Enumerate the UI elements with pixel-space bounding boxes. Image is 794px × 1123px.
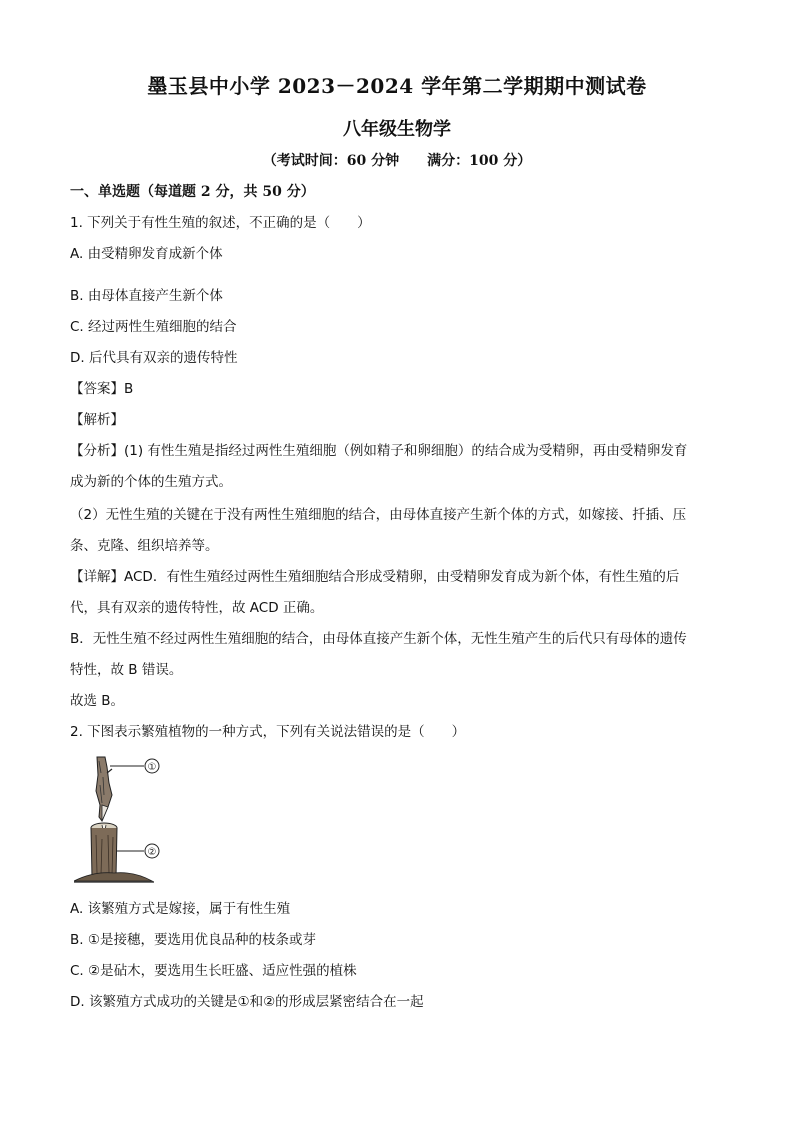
exam-title: 墨玉县中小学 2023－2024 学年第二学期期中测试卷: [147, 74, 647, 98]
analysis-line: 【详解】ACD．有性生殖经过两性生殖细胞结合形成受精卵，由受精卵发育成为新个体，有性生殖的后: [70, 569, 680, 585]
analysis-line: B．无性生殖不经过两性生殖细胞的结合，由母体直接产生新个体，无性生殖产生的后代只有母体的遗传: [70, 631, 687, 647]
section-heading: 一、单选题（每道题 2 分，共 50 分）: [70, 184, 315, 200]
scion-drawing: [96, 757, 112, 821]
analysis-line: 特性，故 B 错误。: [70, 662, 183, 678]
exam-info: （考试时间：60 分钟 满分：100 分）: [262, 153, 532, 169]
analysis-line: 故选 B。: [70, 693, 125, 709]
analysis-line: 成为新的个体的生殖方式。: [70, 474, 232, 490]
question-2-option-d: D. 该繁殖方式成功的关键是①和②的形成层紧密结合在一起: [70, 994, 424, 1010]
question-1-analysis-tag: 【解析】: [70, 412, 124, 428]
question-1-option-a: A. 由受精卵发育成新个体: [70, 246, 223, 262]
question-1-stem: 1. 下列关于有性生殖的叙述，不正确的是（ ）: [70, 215, 371, 231]
question-1-option-c: C. 经过两性生殖细胞的结合: [70, 319, 237, 335]
rootstock-drawing: [91, 823, 117, 877]
question-2-option-c: C. ②是砧木，要选用生长旺盛、适应性强的植株: [70, 963, 357, 979]
question-2-stem: 2. 下图表示繁殖植物的一种方式，下列有关说法错误的是（ ）: [70, 724, 466, 740]
grafting-diagram: [74, 755, 174, 888]
analysis-line: 条、克隆、组织培养等。: [70, 538, 219, 554]
analysis-line: （2）无性生殖的关键在于没有两性生殖细胞的结合，由母体直接产生新个体的方式，如嫁接、扦插、压: [70, 507, 687, 523]
question-2-option-a: A. 该繁殖方式是嫁接，属于有性生殖: [70, 901, 291, 917]
question-2-option-b: B. ①是接穗，要选用优良品种的枝条或芽: [70, 932, 316, 948]
rootstock-label: ②: [147, 847, 157, 858]
exam-subject: 八年级生物学: [343, 119, 451, 140]
scion-label: ①: [147, 762, 157, 773]
question-1-option-d: D. 后代具有双亲的遗传特性: [70, 350, 238, 366]
analysis-line: 代，具有双亲的遗传特性，故 ACD 正确。: [70, 600, 324, 616]
soil-mound: [74, 873, 152, 881]
question-1-answer: 【答案】B: [70, 381, 134, 397]
question-1-option-b: B. 由母体直接产生新个体: [70, 288, 223, 304]
analysis-line: 【分析】(1) 有性生殖是指经过两性生殖细胞（例如精子和卵细胞）的结合成为受精卵，再由受精卵发育: [70, 443, 688, 459]
